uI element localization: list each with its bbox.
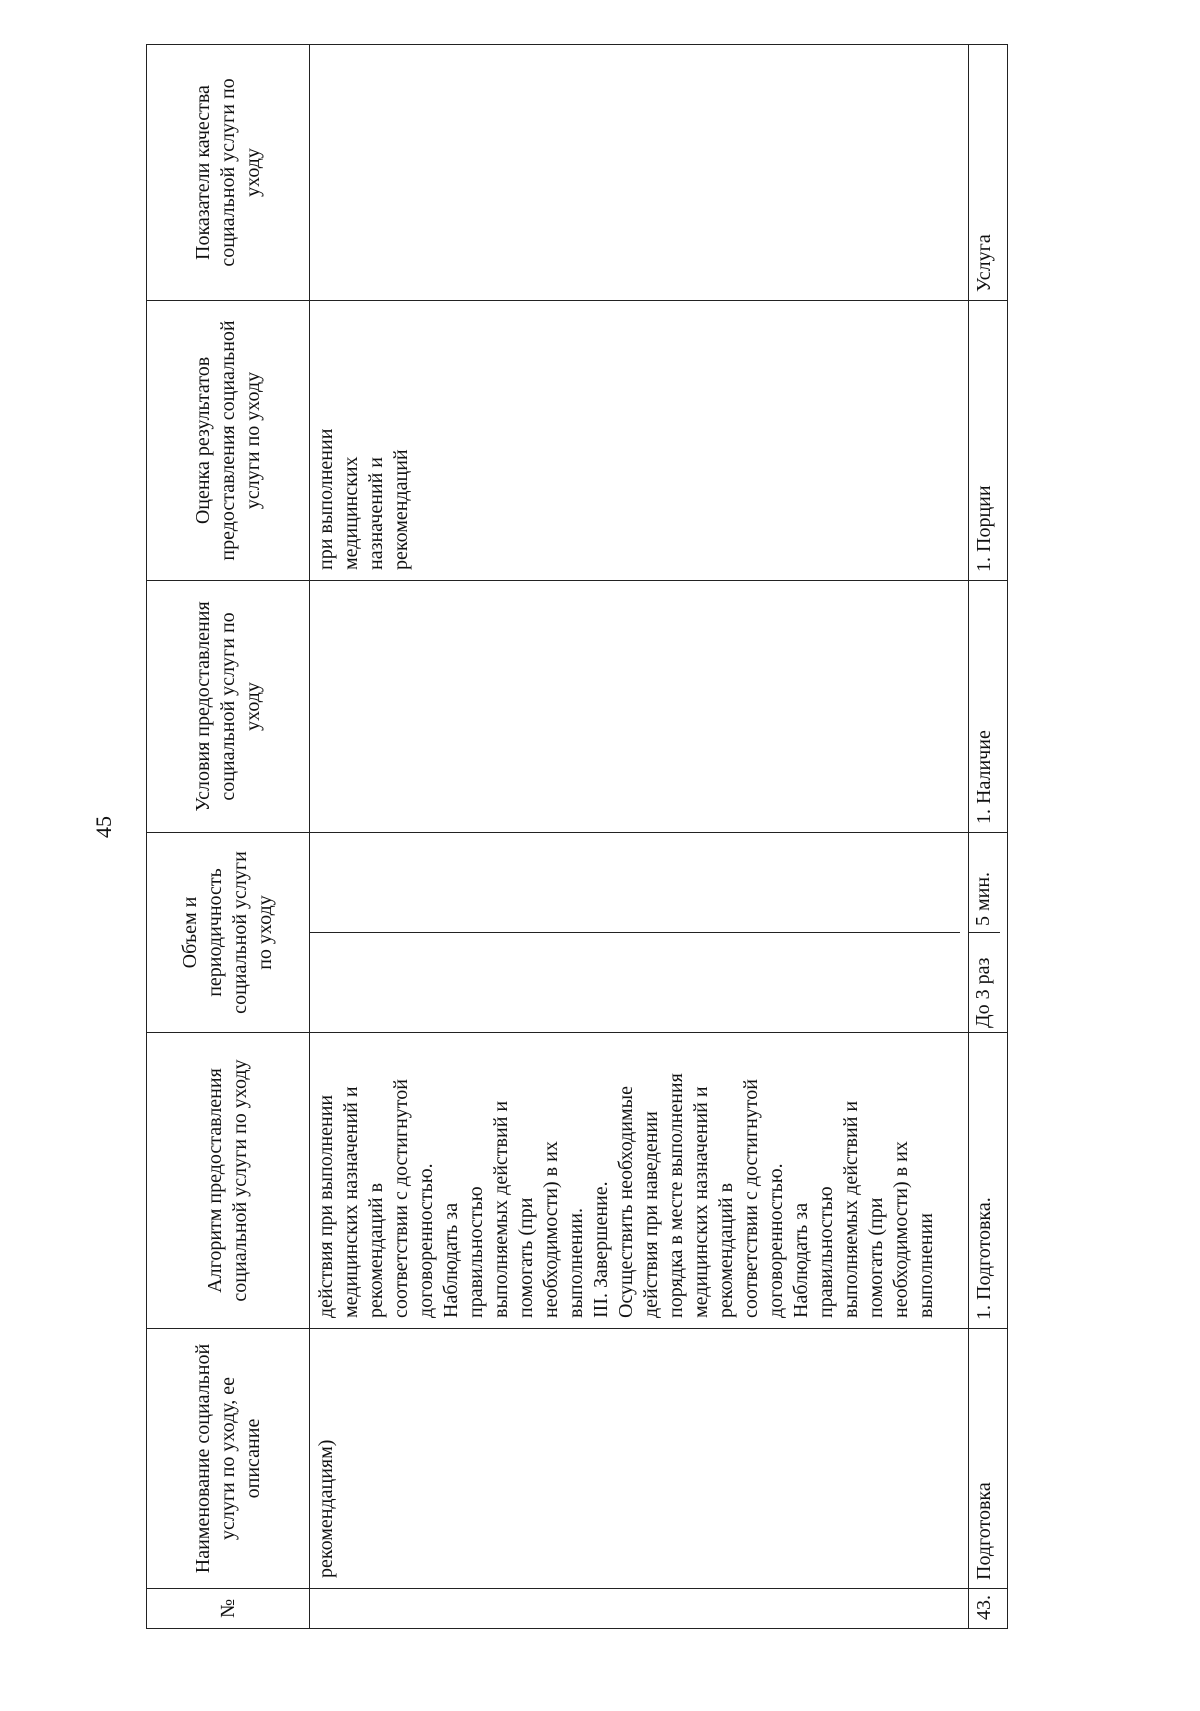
- cell-duration: 5 мин.: [968, 831, 1000, 933]
- header-no: №: [147, 1589, 310, 1629]
- cell-volume: [310, 833, 969, 1033]
- table-row-43: [969, 45, 1008, 1629]
- services-table: [146, 44, 1008, 1629]
- table-header-row: [147, 45, 310, 1629]
- cell-quality: Услуга: [969, 45, 1008, 301]
- cell-no: 43.: [969, 1589, 1008, 1629]
- header-quality: Показатели качества социальной услуги по уходу: [147, 45, 310, 301]
- header-volume: Объем и периодичность социальной услуги по уходу: [147, 833, 310, 1033]
- cell-conditions: [310, 581, 969, 833]
- cell-no: [310, 1589, 969, 1629]
- header-conditions: Условия предоставления социальной услуги по уходу: [147, 581, 310, 833]
- table-row-continued: [310, 45, 969, 1629]
- cell-duration: [310, 833, 960, 933]
- cell-conditions: 1. Наличие: [969, 581, 1008, 833]
- cell-algorithm: действия при выполнении медицинских назначений и рекомендаций в соответствии с достигнутой договоренностью. Наблюдать за правильностью выполняемых действий и помогать (при необходимости) в их выполнении. III. Завершение. Осуществить необходимые действия при наведении порядка в месте выполнения медицинских назначений и рекомендаций в соответствии с достигнутой договоренностью. Наблюдать за правильностью выполняемых действий и помогать (при необходимости) в их выполнении: [310, 1033, 969, 1329]
- header-name: Наименование социальной услуги по уходу, ее описание: [147, 1329, 310, 1589]
- cell-volume: [969, 833, 1008, 1033]
- cell-algorithm: 1. Подготовка.: [969, 1033, 1008, 1329]
- cell-evaluation: при выполнении медицинских назначений и рекомендаций: [310, 301, 969, 581]
- rotated-table-area: [146, 45, 1070, 1629]
- page-number: 45: [91, 816, 116, 838]
- cell-name: Подготовка: [969, 1329, 1008, 1589]
- cell-quality: [310, 45, 969, 301]
- header-algorithm: Алгоритм предоставления социальной услуги по уходу: [147, 1033, 310, 1329]
- cell-frequency: [310, 933, 960, 1032]
- cell-frequency: До 3 раз: [972, 957, 994, 1028]
- cell-evaluation: 1. Порции: [969, 301, 1008, 581]
- header-evaluation: Оценка результатов предоставления социальной услуги по уходу: [147, 301, 310, 581]
- cell-name: рекомендациям): [310, 1329, 969, 1589]
